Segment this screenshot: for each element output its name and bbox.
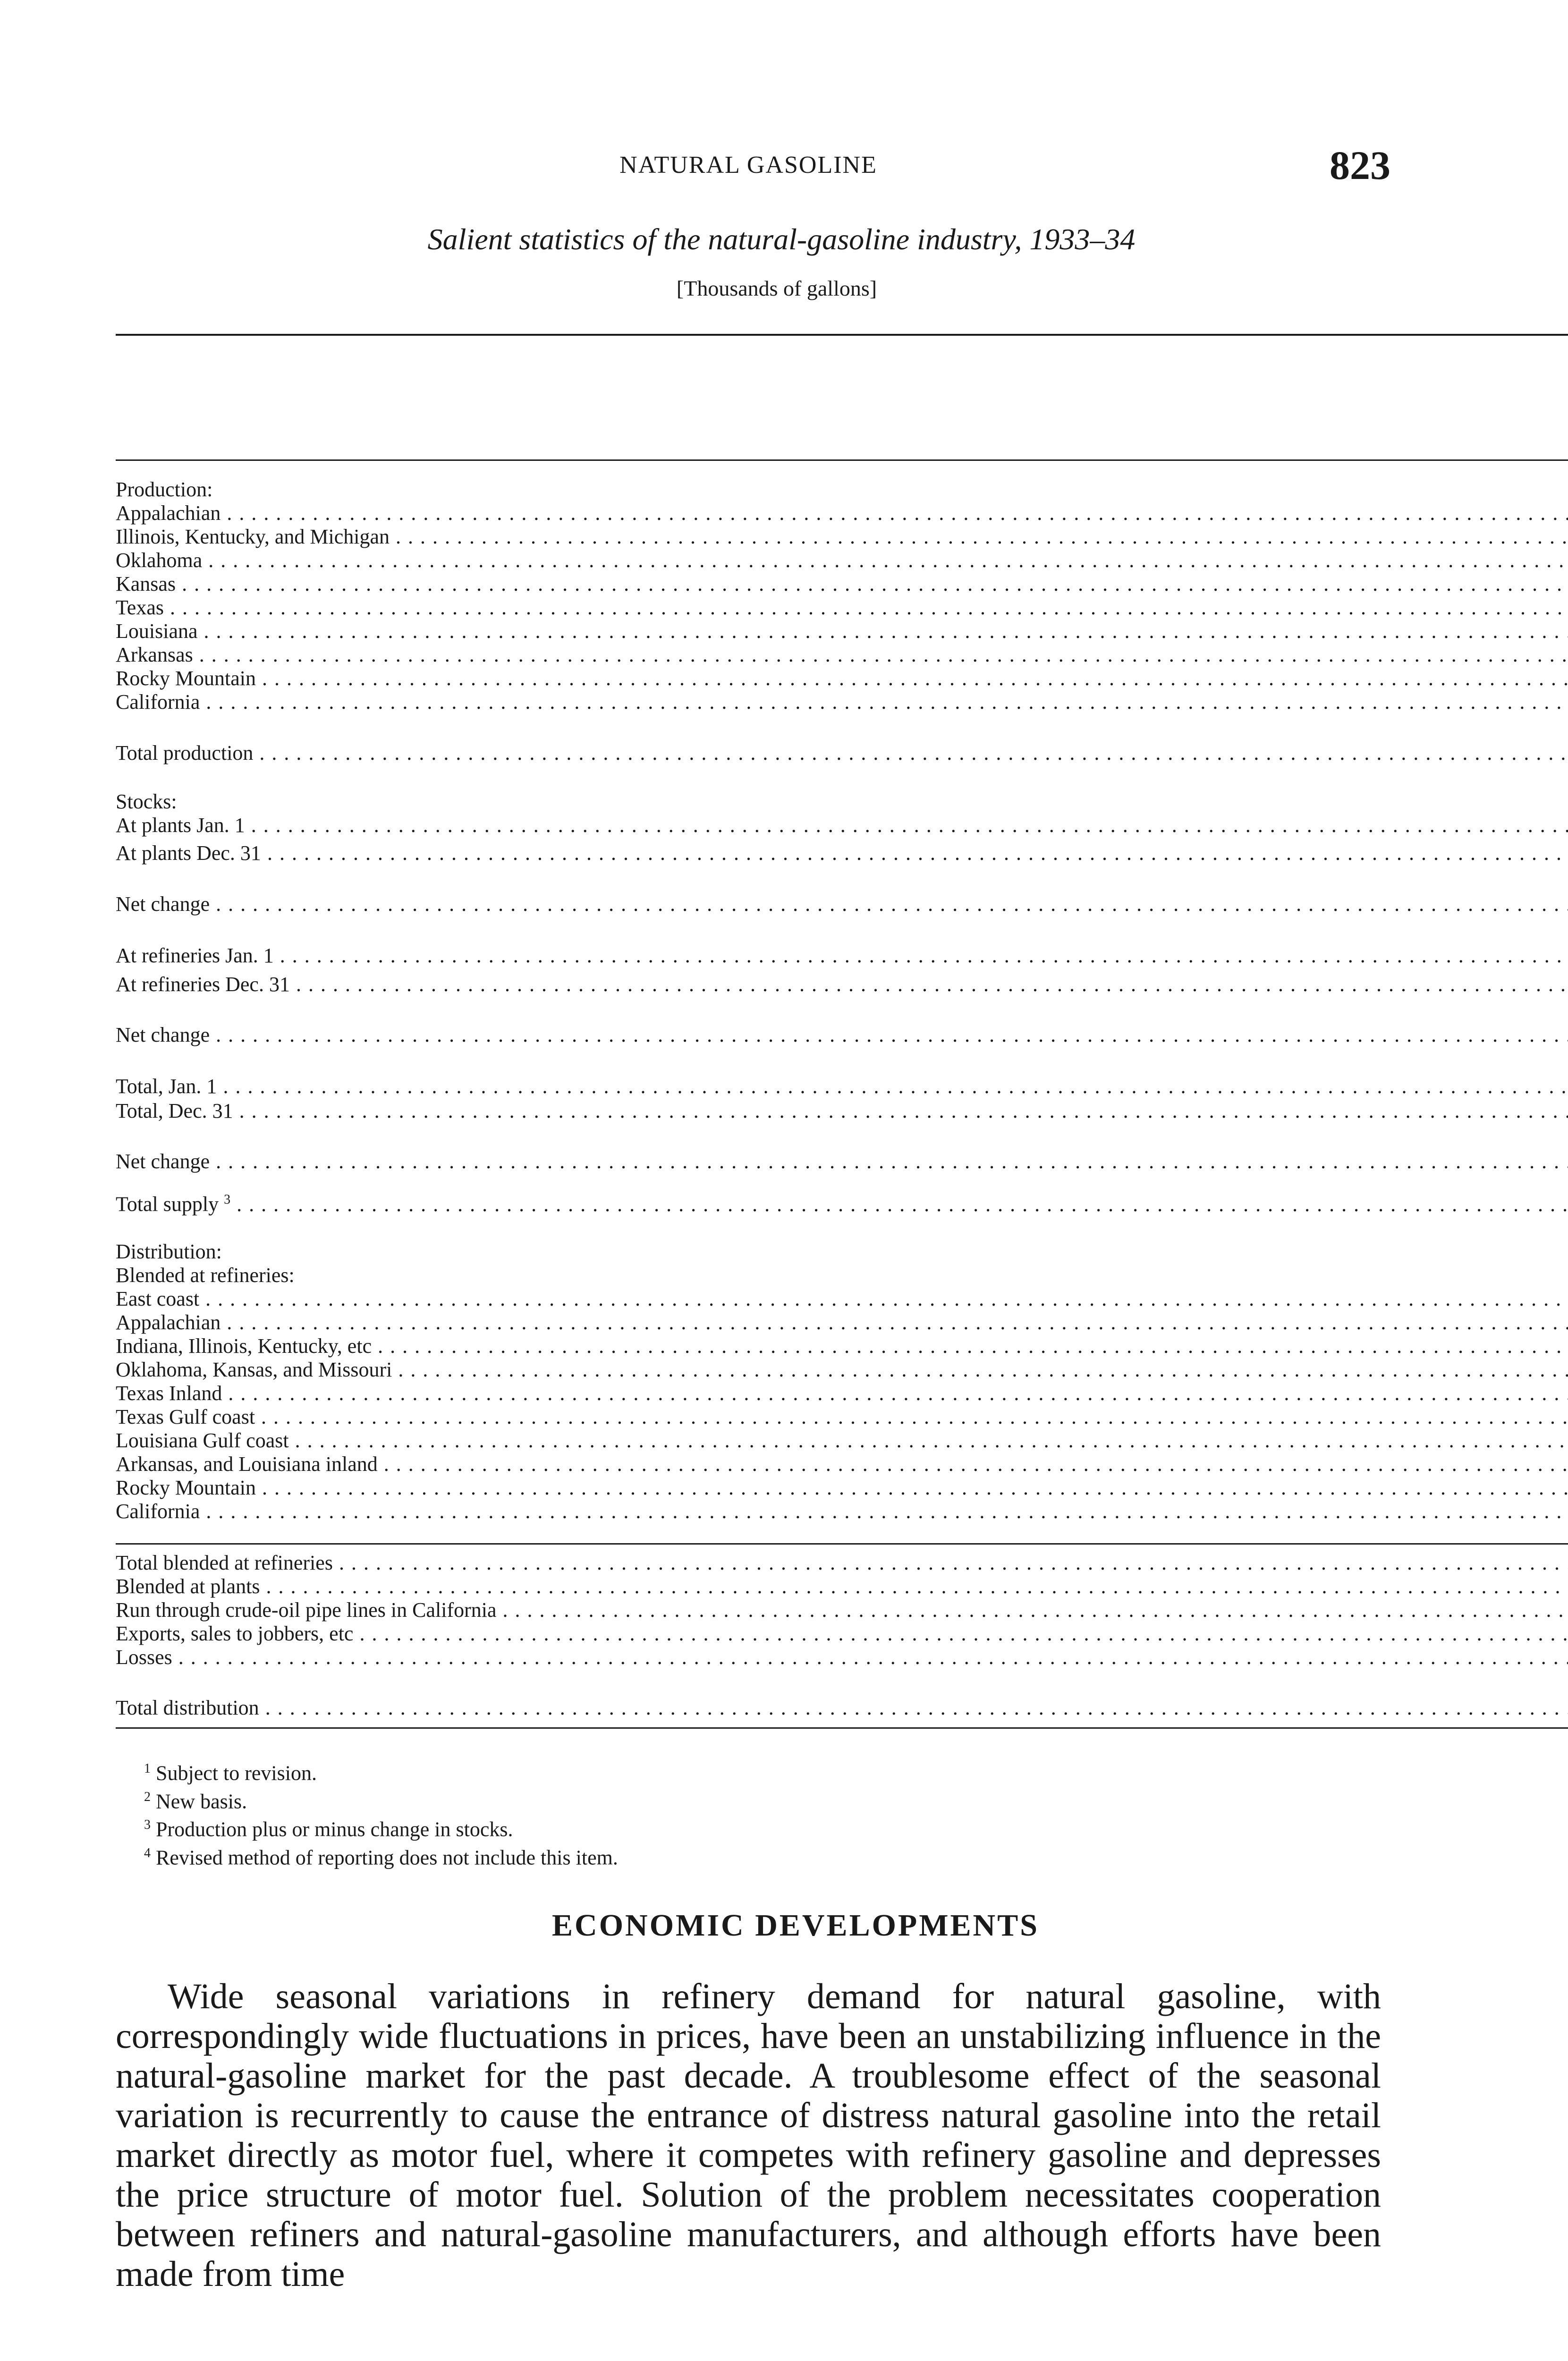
row-label: Arkansas, and Louisiana inland . . .: [116, 1452, 1568, 1476]
total-row: [116, 735, 1568, 773]
statistics-table: [116, 334, 1568, 1729]
row-label: Oklahoma . . .: [116, 549, 1568, 572]
row-label: Exports, sales to jobbers, etc . . .: [116, 1622, 1568, 1646]
table-units: [Thousands of gallons]: [676, 276, 877, 300]
net-change-row: [116, 1017, 1568, 1055]
footnote-mark: 1: [144, 1761, 151, 1776]
row-label: At plants Dec. 31 . . .: [116, 841, 1568, 865]
running-head: [116, 142, 1390, 194]
footnote-text: Subject to revision.: [156, 1761, 317, 1785]
header-label-cell: [116, 335, 1568, 460]
row-label: Arkansas . . .: [116, 643, 1568, 667]
footnote-text: New basis.: [156, 1790, 247, 1813]
table-row: [116, 643, 1568, 667]
footnote: [116, 1842, 1381, 1870]
table-row: [116, 549, 1568, 572]
row-label: Total production . . .: [116, 741, 1568, 765]
row-label: Texas Gulf coast . . .: [116, 1405, 1568, 1429]
table-row: [116, 1452, 1568, 1476]
table-row: [116, 841, 1568, 886]
row-label: Kansas . . .: [116, 572, 1568, 596]
section-row-production: [116, 460, 1568, 502]
table-row: [116, 1598, 1568, 1622]
row-label: Rocky Mountain . . .: [116, 1476, 1568, 1500]
subsection-row: [116, 1264, 1568, 1287]
row-label: Texas . . .: [116, 596, 1568, 620]
table-row: [116, 1334, 1568, 1358]
footnote-ref: 3: [224, 1192, 231, 1207]
document-page: [116, 142, 1390, 2330]
table-row: [116, 1382, 1568, 1405]
section-row-stocks: [116, 773, 1568, 814]
section-row-distribution: [116, 1223, 1568, 1264]
row-label: Net change . . .: [116, 1023, 1568, 1047]
table-title: Salient statistics of the natural-gasoline industry, 1933–34: [427, 222, 1136, 256]
table-row: [116, 501, 1568, 525]
section-heading: Production:: [116, 478, 213, 501]
table-row: [116, 973, 1568, 1017]
row-label: Blended at plants . . .: [116, 1575, 1568, 1598]
row-label: California . . .: [116, 690, 1568, 714]
table-row: [116, 1575, 1568, 1598]
row-label: East coast . . .: [116, 1287, 1568, 1311]
total-row: [116, 1690, 1568, 1728]
table-row: [116, 1311, 1568, 1334]
subsection-heading: Blended at refineries:: [116, 1263, 295, 1287]
row-label: At plants Jan. 1 . . .: [116, 814, 1568, 837]
footnotes: [116, 1757, 1381, 1870]
table-row: [116, 596, 1568, 620]
section-heading: Distribution:: [116, 1240, 222, 1263]
running-title: NATURAL GASOLINE: [619, 152, 877, 178]
footnote: [116, 1785, 1381, 1814]
net-change-row: [116, 1143, 1568, 1181]
table-header-row: [116, 335, 1568, 460]
table-row: [116, 924, 1568, 973]
row-label: Louisiana . . .: [116, 620, 1568, 643]
row-label: Rocky Mountain . . .: [116, 667, 1568, 690]
footnote-text: Production plus or minus change in stocks.: [156, 1817, 513, 1841]
row-label: Run through crude-oil pipe lines in California . . .: [116, 1598, 1568, 1622]
table-row: [116, 1099, 1568, 1144]
row-label: Losses . . .: [116, 1646, 1568, 1669]
table-row: [116, 1622, 1568, 1646]
row-label: Appalachian . . .: [116, 501, 1568, 525]
row-label: Oklahoma, Kansas, and Missouri . . .: [116, 1358, 1568, 1382]
table-row: [116, 1476, 1568, 1500]
table-row: [116, 1646, 1568, 1690]
footnote-text: Revised method of reporting does not include this item.: [156, 1846, 618, 1869]
row-label: Total distribution . . .: [116, 1696, 1568, 1720]
row-label: Illinois, Kentucky, and Michigan . . .: [116, 525, 1568, 549]
section-heading-economic: ECONOMIC DEVELOPMENTS: [552, 1908, 1039, 1943]
table-row: [116, 1429, 1568, 1452]
footnote: [116, 1813, 1381, 1842]
table-row: [116, 667, 1568, 690]
row-label: At refineries Jan. 1 . . .: [116, 944, 1568, 968]
row-label: California . . .: [116, 1500, 1568, 1523]
table-row: [116, 1500, 1568, 1544]
total-row: [116, 1544, 1568, 1575]
row-label: Appalachian . . .: [116, 1311, 1568, 1334]
row-label: Net change . . .: [116, 1150, 1568, 1173]
row-label: [116, 1188, 1568, 1216]
table-row: [116, 1287, 1568, 1311]
row-label: Louisiana Gulf coast . . .: [116, 1429, 1568, 1452]
page-number: 823: [1330, 143, 1390, 188]
total-supply-row: [116, 1181, 1568, 1223]
footnote-mark: 3: [144, 1817, 151, 1833]
row-label: Net change . . .: [116, 892, 1568, 916]
section-heading: Stocks:: [116, 790, 177, 813]
table-row: [116, 620, 1568, 643]
row-label: Total, Jan. 1 . . .: [116, 1075, 1568, 1098]
row-label: At refineries Dec. 31 . . .: [116, 973, 1568, 996]
body-paragraph: Wide seasonal variations in refinery demand for natural gasoline, with correspondingly wide fluctuations in prices, have been an unstabilizing influence in the natural-gasoline market for the past decade. A troublesome effect of the seasonal variation is recurrently to cause the entrance of distress natural gasoline into the retail market directly as motor fuel, where it competes with refinery gasoline and depresses the price structure of motor fuel. Solution of the problem necessitates cooperation between refiners and natural-gasoline manufacturers, and although efforts have been made from time: [116, 1976, 1381, 2294]
row-label: Indiana, Illinois, Kentucky, etc . . .: [116, 1334, 1568, 1358]
row-label-text: Total supply: [116, 1192, 219, 1216]
row-label: Total, Dec. 31 . . .: [116, 1099, 1568, 1123]
table-row: [116, 690, 1568, 735]
table-row: [116, 572, 1568, 596]
footnote: [116, 1757, 1381, 1785]
table-row: [116, 525, 1568, 549]
footnote-mark: 2: [144, 1789, 151, 1804]
table-row: [116, 1358, 1568, 1382]
row-label: Total blended at refineries . . .: [116, 1551, 1568, 1575]
net-change-row: [116, 886, 1568, 924]
table-row: [116, 814, 1568, 842]
table-row: [116, 1055, 1568, 1099]
row-label: Texas Inland . . .: [116, 1382, 1568, 1405]
table-row: [116, 1405, 1568, 1429]
footnote-mark: 4: [144, 1845, 151, 1860]
